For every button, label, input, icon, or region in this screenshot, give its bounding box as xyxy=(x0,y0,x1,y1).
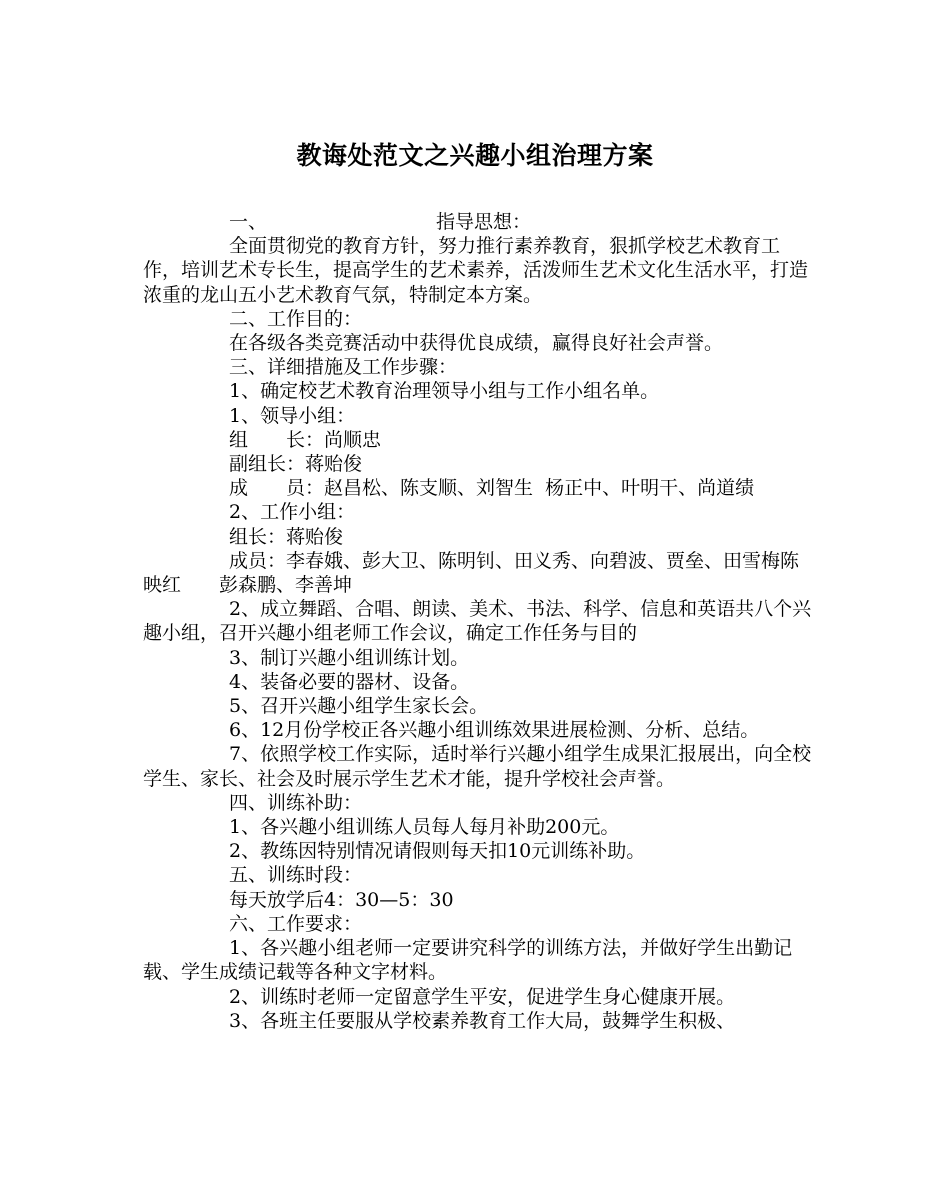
paragraph: 3、制订兴趣小组训练计划。 xyxy=(229,646,470,669)
section-heading-1 xyxy=(143,210,815,234)
paragraph: 5、召开兴趣小组学生家长会。 xyxy=(229,695,489,718)
section-number: 一、 xyxy=(229,211,268,233)
paragraph: 六、工作要求： xyxy=(229,912,363,935)
paragraph: 1、各兴趣小组老师一定要讲究科学的训练方法，并做好学生出勤记载、学生成绩记载等各种文字材料。 xyxy=(143,937,793,984)
paragraph: 四、训练补助： xyxy=(229,791,363,814)
paragraph: 3、各班主任要服从学校素养教育工作大局，鼓舞学生积极、 xyxy=(229,1009,736,1032)
paragraph: 五、训练时段： xyxy=(229,864,363,887)
paragraph: 6、12月份学校正各兴趣小组训练效果进展检测、分析、总结。 xyxy=(229,719,760,742)
paragraph: 二、工作目的： xyxy=(229,307,363,330)
paragraph: 三、详细措施及工作步骤： xyxy=(229,356,458,379)
paragraph: 1、各兴趣小组训练人员每人每月补助200元。 xyxy=(229,816,620,839)
paragraph: 在各级各类竞赛活动中获得优良成绩，赢得良好社会声誉。 xyxy=(229,332,724,355)
paragraph: 成 员：赵昌松、陈支顺、刘智生 杨正中、叶明干、尚道绩 xyxy=(229,477,755,500)
paragraph: 每天放学后4：30—5：30 xyxy=(229,888,454,911)
paragraph: 全面贯彻党的教育方针，努力推行素养教育，狠抓学校艺术教育工作，培训艺术专长生，提高学生的艺术素养，活泼师生艺术文化生活水平，打造浓重的龙山五小艺术教育气氛，特制定本方案。 xyxy=(143,235,809,306)
paragraph: 2、教练因特别情况请假则每天扣10元训练补助。 xyxy=(229,840,646,863)
paragraph: 1、确定校艺术教育治理领导小组与工作小组名单。 xyxy=(229,380,660,403)
paragraph: 副组长：蒋贻俊 xyxy=(229,453,363,476)
paragraph: 7、依照学校工作实际，适时举行兴趣小组学生成果汇报展出，向全校学生、家长、社会及时展示学生艺术才能，提升学校社会声誉。 xyxy=(143,743,812,790)
paragraph: 1、领导小组： xyxy=(229,404,356,427)
paragraph: 2、成立舞蹈、合唱、朗读、美术、书法、科学、信息和英语共八个兴趣小组，召开兴趣小组老师工作会议，确定工作任务与目的 xyxy=(143,598,812,645)
paragraph: 2、训练时老师一定留意学生平安，促进学生身心健康开展。 xyxy=(229,985,736,1008)
paragraph: 组长：蒋贻俊 xyxy=(229,525,344,548)
document-title: 教诲处范文之兴趣小组治理方案 xyxy=(296,141,654,170)
paragraph: 成员：李春娥、彭大卫、陈明钊、田义秀、向碧波、贾垒、田雪梅陈映红 彭森鹏、李善坤 xyxy=(143,549,800,597)
paragraph: 4、装备必要的器材、设备。 xyxy=(229,670,470,693)
paragraph: 组 长：尚顺忠 xyxy=(229,428,382,451)
paragraph: 2、工作小组： xyxy=(229,501,356,524)
section-heading-text: 指导思想： xyxy=(436,211,532,233)
document-body xyxy=(143,210,815,1033)
